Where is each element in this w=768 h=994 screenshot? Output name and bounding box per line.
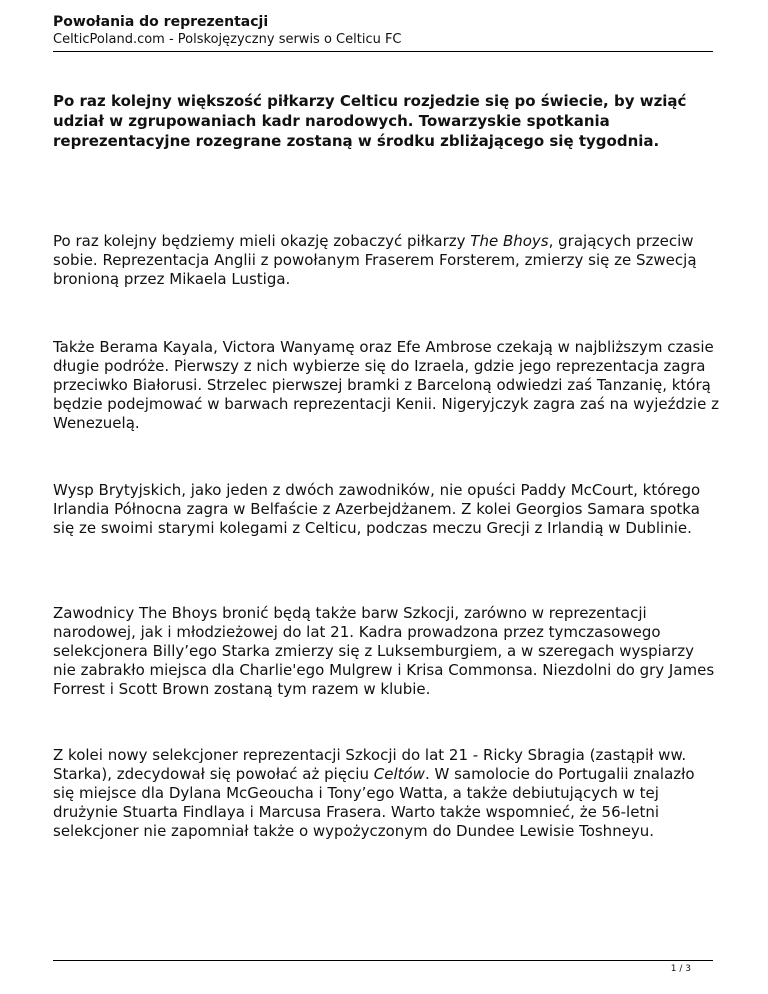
- article-lead: Po raz kolejny większość piłkarzy Celticu rozjedzie się po świecie, by wziąć udział w zgrupowaniach kadr narodowych. Towarzyskie spotkania reprezentacyjne rozegrane zostaną w środku zbliżającego się tygodnia.: [53, 92, 687, 150]
- paragraph-1-text-end: , grających przeciw sobie. Reprezentacja Anglii z powołanym Fraserem Forsterem, zmierzy się ze Szwecją bronioną przez Mikaela Lustiga.: [53, 232, 697, 288]
- page-header: [53, 13, 713, 48]
- paragraph-4: Zawodnicy The Bhoys bronić będą także barw Szkocji, zarówno w reprezentacji narodowej, jak i młodzieżowej do lat 21. Kadra prowadzona przez tymczasowego selekcjonera Billy’ego Starka zmierzy się z Luksemburgiem, a w szeregach wyspiarzy nie zabrakło miejsca dla Charlie'ego Mulgrew i Krisa Commonsa. Niezdolni do gry James Forrest i Scott Brown zostaną tym razem w klubie.: [53, 604, 715, 698]
- paragraph-1: [53, 232, 719, 289]
- footer-divider: [53, 960, 713, 961]
- document-title: Powołania do reprezentacji: [53, 14, 269, 30]
- page-number: 1 / 3: [670, 964, 691, 974]
- paragraph-1-text-start: Po raz kolejny będziemy mieli okazję zobaczyć piłkarzy: [53, 232, 471, 250]
- paragraph-5-text-end: . W samolocie do Portugalii znalazło się miejsce dla Dylana McGeoucha i Tony’ego Watta, a także debiutujących w tej drużynie Stuarta Findlaya i Marcusa Frasera. Warto także wspomnieć, że 56-letni selekcjoner nie zapomniał także o wypożyczonym do Dundee Lewisie Toshneyu.: [53, 765, 695, 840]
- paragraph-3: Wysp Brytyjskich, jako jeden z dwóch zawodników, nie opuści Paddy McCourt, którego Irlandia Północna zagra w Belfaście z Azerbejdżanem. Z kolei Georgios Samara spotka się ze swoimi starymi kolegami z Celticu, podczas meczu Grecji z Irlandią w Dublinie.: [53, 481, 701, 537]
- site-subtitle: CelticPoland.com - Polskojęzyczny serwis o Celticu FC: [53, 32, 402, 47]
- paragraph-5: [53, 746, 719, 841]
- paragraph-1-emphasis: The Bhoys: [470, 232, 549, 250]
- paragraph-2: Także Berama Kayala, Victora Wanyamę oraz Efe Ambrose czekają w najbliższym czasie długie podróże. Pierwszy z nich wybierze się do Izraela, gdzie jego reprezentacja zagra przeciwko Białorusi. Strzelec pierwszej bramki z Barceloną odwiedzi zaś Tanzanię, którą będzie podejmować w barwach reprezentacji Kenii. Nigeryjczyk zagra zaś na wyjeździe z Wenezuelą.: [53, 338, 719, 432]
- header-divider: [53, 51, 713, 52]
- paragraph-5-emphasis: Celtów: [373, 765, 425, 783]
- paragraph-5-text-start: Z kolei nowy selekcjoner reprezentacji Szkocji do lat 21 - Ricky Sbragia (zastąpił ww. Starka), zdecydował się powołać aż pięciu: [53, 746, 687, 783]
